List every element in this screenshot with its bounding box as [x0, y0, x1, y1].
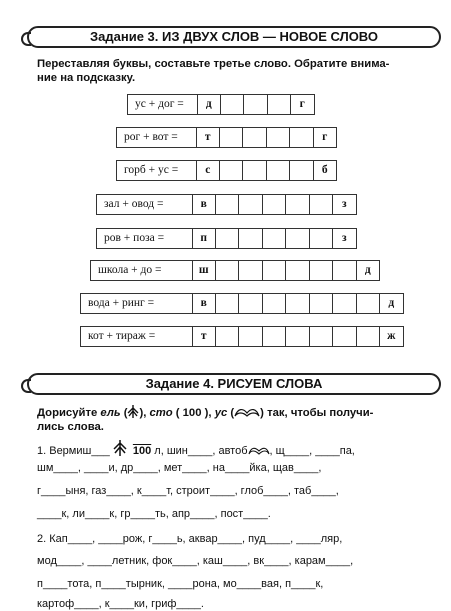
- letter-cell[interactable]: [333, 260, 357, 281]
- letter-cell[interactable]: [263, 260, 287, 281]
- word-row: [96, 194, 357, 215]
- spruce-icon: [113, 440, 127, 456]
- letter-cell[interactable]: [216, 228, 240, 249]
- word-row: [80, 326, 404, 347]
- letter-cell[interactable]: [220, 127, 244, 148]
- letter-cell[interactable]: д: [380, 293, 404, 314]
- word-row-clue: ров + поза =: [96, 228, 192, 249]
- word-row: [96, 228, 357, 249]
- exercise-line: п____тота, п____тырник, ____рона, мо____вая, п____к,: [37, 578, 324, 590]
- exercise-line: ____к, ли____к, гр____ть, апр____, пост____.: [37, 508, 271, 520]
- letter-cell[interactable]: [333, 293, 357, 314]
- letter-cell[interactable]: [239, 260, 263, 281]
- word-row-clue: вода + ринг =: [80, 293, 192, 314]
- letter-cell[interactable]: [239, 293, 263, 314]
- letter-cell[interactable]: [263, 228, 287, 249]
- task3-title: Задание 3. ИЗ ДВУХ СЛОВ — НОВОЕ СЛОВО: [27, 26, 441, 48]
- letter-cell[interactable]: [286, 293, 310, 314]
- letter-cell[interactable]: п: [192, 228, 216, 249]
- exercise-line: шм____, ____и, др____, мет____, на____йка, щав____,: [37, 462, 322, 474]
- task4-title: Задание 4. РИСУЕМ СЛОВА: [27, 373, 441, 395]
- letter-cell[interactable]: [310, 293, 334, 314]
- letter-cell[interactable]: в: [192, 293, 216, 314]
- letter-cell[interactable]: [243, 160, 267, 181]
- letter-cell[interactable]: г: [314, 127, 338, 148]
- letter-cell[interactable]: [239, 228, 263, 249]
- mustache-icon: [234, 408, 260, 418]
- task4-instruction: Дорисуйте ель ( ), сто ( 100 ), ус ( ) так, чтобы получи- лись слова.: [37, 407, 374, 433]
- letter-cell[interactable]: с: [196, 160, 220, 181]
- word-row-clue: кот + тираж =: [80, 326, 192, 347]
- letter-cell[interactable]: [239, 194, 263, 215]
- letter-cell[interactable]: [310, 194, 334, 215]
- word-row: [80, 293, 404, 314]
- letter-cell[interactable]: ш: [192, 260, 216, 281]
- letter-cell[interactable]: [267, 160, 291, 181]
- word-row-clue: школа + до =: [90, 260, 192, 281]
- letter-cell[interactable]: з: [333, 228, 357, 249]
- letter-cell[interactable]: [220, 160, 244, 181]
- mustache-icon: [248, 447, 270, 456]
- letter-cell[interactable]: [268, 94, 292, 115]
- letter-cell[interactable]: [286, 260, 310, 281]
- task3-instruction: Переставляя буквы, составьте третье слово. Обратите внима- ние на подсказку.: [37, 58, 390, 84]
- letter-cell[interactable]: г: [291, 94, 315, 115]
- word-row: [90, 260, 380, 281]
- exercise-line: г____ыня, газ____, к____т, строит____, глоб____, таб____,: [37, 485, 339, 497]
- word-row-clue: горб + ус =: [116, 160, 196, 181]
- letter-cell[interactable]: [221, 94, 245, 115]
- letter-cell[interactable]: [286, 228, 310, 249]
- letter-cell[interactable]: [263, 194, 287, 215]
- letter-cell[interactable]: [333, 326, 357, 347]
- letter-cell[interactable]: [243, 127, 267, 148]
- letter-cell[interactable]: [286, 326, 310, 347]
- letter-cell[interactable]: т: [192, 326, 216, 347]
- word-row: [116, 160, 337, 181]
- letter-cell[interactable]: [310, 326, 334, 347]
- word-row-clue: рог + вот =: [116, 127, 196, 148]
- letter-cell[interactable]: [244, 94, 268, 115]
- letter-cell[interactable]: д: [357, 260, 381, 281]
- letter-cell[interactable]: [216, 326, 240, 347]
- letter-cell[interactable]: [267, 127, 291, 148]
- letter-cell[interactable]: [286, 194, 310, 215]
- letter-cell[interactable]: [290, 127, 314, 148]
- letter-cell[interactable]: [216, 194, 240, 215]
- letter-cell[interactable]: ж: [380, 326, 404, 347]
- letter-cell[interactable]: [263, 326, 287, 347]
- letter-cell[interactable]: з: [333, 194, 357, 215]
- exercise-line: картоф____, к____ки, гриф____.: [37, 598, 204, 610]
- exercise-line: мод____, ____летник, фок____, каш____, вк____, карам____,: [37, 555, 354, 567]
- spruce-icon: [127, 405, 139, 418]
- letter-cell[interactable]: [357, 326, 381, 347]
- letter-cell[interactable]: б: [314, 160, 338, 181]
- word-row-clue: зал + овод =: [96, 194, 192, 215]
- letter-cell[interactable]: [216, 293, 240, 314]
- letter-cell[interactable]: [290, 160, 314, 181]
- letter-cell[interactable]: [216, 260, 240, 281]
- letter-cell[interactable]: [357, 293, 381, 314]
- letter-cell[interactable]: [310, 260, 334, 281]
- letter-cell[interactable]: [263, 293, 287, 314]
- letter-cell[interactable]: [310, 228, 334, 249]
- letter-cell[interactable]: [239, 326, 263, 347]
- letter-cell[interactable]: д: [197, 94, 221, 115]
- exercise-line: 2. Кап____, ____рож, г____ь, аквар____, пуд____, ____ляр,: [37, 533, 343, 545]
- word-row: [116, 127, 337, 148]
- exercise-line: 1. Вермиш___ 100 л, шин____, автоб , щ____, ____па,: [37, 440, 355, 458]
- letter-cell[interactable]: в: [192, 194, 216, 215]
- word-row: [127, 94, 315, 115]
- word-row-clue: ус + дог =: [127, 94, 197, 115]
- letter-cell[interactable]: т: [196, 127, 220, 148]
